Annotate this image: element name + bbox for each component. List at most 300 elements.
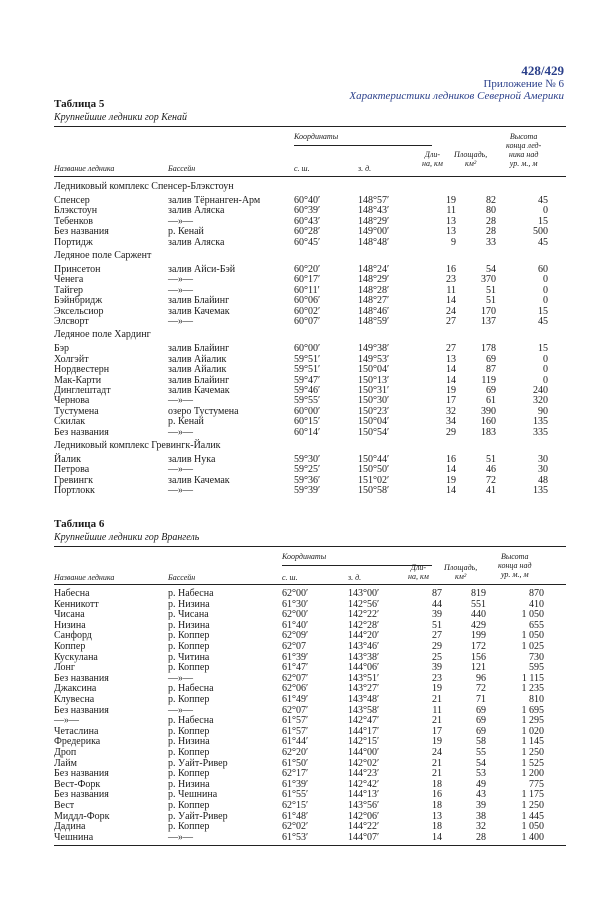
- page-number: 428/429: [521, 63, 564, 78]
- terminus-height: 1 235: [521, 683, 544, 695]
- length-km: 27: [432, 630, 442, 642]
- page-header: [349, 64, 564, 102]
- table-row: [54, 652, 566, 663]
- terminus-height: 30: [538, 454, 548, 465]
- latitude: 59°25′: [294, 464, 321, 476]
- longitude: 148°57′: [358, 195, 390, 206]
- terminus-height: 15: [538, 343, 548, 355]
- longitude: 148°27′: [358, 295, 390, 307]
- table-row: [54, 375, 566, 386]
- latitude: 59°39′: [294, 485, 321, 497]
- longitude: 148°46′: [358, 305, 390, 317]
- longitude: 150°50′: [358, 464, 390, 476]
- glacier-name: Без названия: [54, 789, 109, 801]
- area-km2: 121: [471, 662, 486, 674]
- terminus-height: 0: [543, 295, 548, 307]
- basin: р. Набесна: [168, 683, 214, 695]
- terminus-height: 1 050: [521, 609, 544, 621]
- length-km: 13: [446, 226, 456, 238]
- length-km: 24: [446, 305, 456, 317]
- basin: р. Коппер: [168, 725, 210, 737]
- terminus-height: 15: [538, 215, 548, 227]
- basin: —»—: [168, 284, 193, 296]
- basin: залив Блайинг: [168, 374, 230, 386]
- latitude: 60°20′: [294, 264, 321, 275]
- area-km2: 33: [486, 236, 496, 248]
- longitude: 142°22′: [348, 609, 380, 621]
- basin: р. Коппер: [168, 747, 210, 758]
- glacier-name: Лонг: [54, 662, 75, 674]
- terminus-height: 870: [529, 588, 544, 599]
- area-km2: 551: [471, 598, 486, 610]
- longitude: 150°04′: [358, 364, 390, 376]
- terminus-height: 1 295: [521, 715, 544, 727]
- longitude: 143°51′: [348, 672, 380, 684]
- latitude: 59°51′: [294, 353, 321, 365]
- area-km2: 199: [471, 630, 486, 642]
- table-row: [54, 683, 566, 694]
- latitude: 61°57′: [282, 715, 309, 727]
- basin: залив Айалик: [168, 353, 227, 365]
- basin: р. Коппер: [168, 821, 210, 833]
- area-km2: 51: [486, 454, 496, 465]
- area-km2: 28: [476, 831, 486, 843]
- length-km: 19: [432, 736, 442, 748]
- area-header-line: км²: [455, 572, 467, 581]
- glacier-name: Вест-Форк: [54, 778, 101, 790]
- longitude: 149°00′: [358, 226, 390, 238]
- glacier-name: Петрова: [54, 464, 90, 476]
- longitude: 150°58′: [358, 485, 390, 497]
- terminus-height: 48: [538, 474, 548, 486]
- table-row: [54, 789, 566, 800]
- terminus-height: 1 695: [521, 704, 544, 716]
- glacier-name: Чешнина: [54, 831, 94, 843]
- area-km2: 55: [476, 747, 486, 758]
- terminus-height: 45: [538, 236, 548, 248]
- terminus-height: 500: [533, 226, 548, 238]
- table-row: [54, 285, 566, 296]
- longitude: 144°07′: [348, 831, 380, 843]
- basin: залив Айси-Бэй: [168, 264, 236, 275]
- length-km: 44: [432, 598, 442, 610]
- area-km2: 54: [476, 757, 486, 769]
- table-row: [54, 195, 566, 206]
- area-km2: 429: [471, 619, 486, 631]
- glacier-name: Джаксина: [54, 683, 97, 695]
- basin: р. Коппер: [168, 641, 210, 652]
- length-km: 13: [446, 353, 456, 365]
- length-km: 19: [446, 385, 456, 396]
- length-km: 32: [446, 405, 456, 417]
- area-km2: 183: [481, 426, 496, 438]
- area-km2: 172: [471, 641, 486, 652]
- length-km: 14: [446, 464, 456, 476]
- latitude: 60°39′: [294, 205, 321, 217]
- latitude: 60°11′: [294, 284, 320, 296]
- basin: р. Чешнина: [168, 789, 218, 801]
- basin: р. Низина: [168, 736, 210, 748]
- basin: р. Читина: [168, 651, 210, 663]
- terminus-height: 335: [533, 426, 548, 438]
- table-row: [54, 237, 566, 248]
- longitude: 150°31′: [358, 385, 390, 396]
- length-km: 14: [446, 295, 456, 307]
- longitude: 144°17′: [348, 725, 380, 737]
- terminus-height: 240: [533, 385, 548, 396]
- length-km: 14: [432, 831, 442, 843]
- latitude: 62°17′: [282, 768, 309, 780]
- latitude: 59°46′: [294, 385, 321, 396]
- basin: залив Блайинг: [168, 295, 230, 307]
- area-km2: 170: [481, 305, 496, 317]
- longitude: 142°06′: [348, 810, 380, 822]
- glacier-name: Бэйнбридж: [54, 295, 103, 307]
- length-km: 39: [432, 609, 442, 621]
- terminus-height: 1 445: [521, 810, 544, 822]
- latitude: 62°15′: [282, 800, 309, 811]
- table-row: [54, 588, 566, 599]
- terminus-height: 135: [533, 416, 548, 428]
- basin: —»—: [168, 274, 193, 286]
- glacier-name: Четаслина: [54, 725, 99, 737]
- area-km2: 440: [471, 609, 486, 621]
- area-km2: 819: [471, 588, 486, 599]
- group-title: Ледниковый комплекс Спенсер-Блэкстоун: [54, 181, 234, 192]
- area-km2: 54: [486, 264, 496, 275]
- height-header-line: ника над: [508, 150, 539, 159]
- length-km: 18: [432, 821, 442, 833]
- area-km2: 82: [486, 195, 496, 206]
- table-row: [54, 736, 566, 747]
- longitude: 148°24′: [358, 264, 390, 275]
- basin: р. Коппер: [168, 630, 210, 642]
- length-km: 23: [446, 274, 456, 286]
- basin: р. Набесна: [168, 715, 214, 727]
- glacier-name: Кенникотт: [54, 598, 99, 610]
- latitude: 60°02′: [294, 305, 321, 317]
- length-km: 11: [446, 205, 456, 217]
- table-top-rule: [54, 546, 566, 547]
- length-km: 21: [432, 715, 442, 727]
- table-row: [54, 832, 566, 843]
- latitude: 61°39′: [282, 778, 309, 790]
- table-row: [54, 395, 566, 406]
- glacier-name: Без названия: [54, 226, 109, 238]
- latitude: 61°44′: [282, 736, 309, 748]
- terminus-height: 1 020: [521, 725, 544, 737]
- terminus-height: 1 025: [521, 641, 544, 652]
- latitude: 60°45′: [294, 236, 321, 248]
- basin: р. Низина: [168, 619, 210, 631]
- basin: —»—: [168, 704, 193, 716]
- glacier-name: Ченега: [54, 274, 84, 286]
- basin: р. Коппер: [168, 662, 210, 674]
- latitude: 61°57′: [282, 725, 309, 737]
- latitude: 62°06′: [282, 683, 309, 695]
- terminus-height: 45: [538, 195, 548, 206]
- longitude: 150°04′: [358, 416, 390, 428]
- latitude: 62°07: [282, 641, 306, 652]
- length-km: 27: [446, 316, 456, 327]
- basin: —»—: [168, 316, 193, 327]
- area-header-line: Площадь,: [454, 150, 488, 159]
- length-km: 13: [446, 215, 456, 227]
- table-row: [54, 800, 566, 811]
- table-subtitle: Крупнейшие ледники гор Врангель: [54, 532, 200, 543]
- area-header: [454, 150, 487, 168]
- table-row: [54, 475, 566, 486]
- table-row: [54, 662, 566, 673]
- table-row: [54, 385, 566, 396]
- longitude: 144°20′: [348, 630, 380, 642]
- glacier-name: Коппер: [54, 641, 86, 652]
- longitude: 148°28′: [358, 284, 390, 296]
- table-row: [54, 427, 566, 438]
- longitude: 149°53′: [358, 353, 390, 365]
- glacier-name: Тебенков: [54, 215, 93, 227]
- table-row: [54, 464, 566, 475]
- terminus-height: 45: [538, 316, 548, 327]
- longitude: 143°46′: [348, 641, 380, 652]
- longitude: 144°23′: [348, 768, 380, 780]
- terminus-height: 595: [529, 662, 544, 674]
- table-subtitle: Крупнейшие ледники гор Кенай: [54, 112, 188, 123]
- length-km: 9: [451, 236, 456, 248]
- terminus-height: 1 200: [521, 768, 544, 780]
- terminus-height: 135: [533, 485, 548, 497]
- height-header-line: конца лед-: [506, 141, 542, 150]
- glacier-name: Фредерика: [54, 736, 101, 748]
- length-header-line: на, км: [408, 572, 429, 581]
- terminus-height: 1 525: [521, 757, 544, 769]
- area-km2: 80: [486, 205, 496, 217]
- table-row: [54, 779, 566, 790]
- table-row: [54, 264, 566, 275]
- longitude: 148°59′: [358, 316, 390, 327]
- table-row: [54, 599, 566, 610]
- terminus-height: 775: [529, 778, 544, 790]
- latitude: 60°00′: [294, 343, 321, 355]
- longitude: 143°58′: [348, 704, 380, 716]
- area-km2: 69: [486, 353, 496, 365]
- glacier-name: Динглештадт: [54, 385, 111, 396]
- area-km2: 69: [476, 725, 486, 737]
- area-km2: 58: [476, 736, 486, 748]
- latitude: 62°02′: [282, 821, 309, 833]
- basin: озеро Тустумена: [168, 405, 239, 417]
- length-km: 27: [446, 343, 456, 355]
- area-km2: 72: [486, 474, 496, 486]
- longitude: 144°13′: [348, 789, 380, 801]
- basin: залив Аляска: [168, 236, 225, 248]
- area-km2: 156: [471, 651, 486, 663]
- length-km: 17: [432, 725, 442, 737]
- table-row: [54, 274, 566, 285]
- basin: р. Коппер: [168, 694, 210, 705]
- length-km: 14: [446, 485, 456, 497]
- table-5: [54, 98, 566, 518]
- length-km: 11: [432, 704, 442, 716]
- glacier-name: Скилак: [54, 416, 86, 428]
- height-header-line: Высота: [501, 552, 529, 561]
- table-row: [54, 295, 566, 306]
- latitude: 60°00′: [294, 405, 321, 417]
- terminus-height: 1 250: [521, 800, 544, 811]
- area-km2: 61: [486, 395, 496, 407]
- basin: р. Уайт-Ривер: [168, 757, 228, 769]
- area-km2: 41: [486, 485, 496, 497]
- longitude: 142°47′: [348, 715, 380, 727]
- area-km2: 51: [486, 295, 496, 307]
- length-km: 14: [446, 364, 456, 376]
- table-bottom-rule: [54, 845, 566, 846]
- latitude: 61°40′: [282, 619, 309, 631]
- length-km: 14: [446, 374, 456, 386]
- length-km: 51: [432, 619, 442, 631]
- lat-header: с. ш.: [282, 573, 298, 582]
- basin: залив Тёрнанген-Арм: [168, 195, 261, 206]
- length-km: 19: [446, 474, 456, 486]
- glacier-name: Портлокк: [54, 485, 95, 497]
- glacier-name: Тустумена: [54, 405, 99, 417]
- glacier-name: Без названия: [54, 672, 109, 684]
- basin: р. Уайт-Ривер: [168, 810, 228, 822]
- glacier-name: Тайгер: [54, 284, 84, 296]
- latitude: 59°36′: [294, 474, 321, 486]
- glacier-name: Без названия: [54, 768, 109, 780]
- length-km: 25: [432, 651, 442, 663]
- length-km: 18: [432, 800, 442, 811]
- area-km2: 96: [476, 672, 486, 684]
- lat-header: с. ш.: [294, 164, 310, 173]
- glacier-name: Без названия: [54, 426, 109, 438]
- latitude: 61°47′: [282, 662, 309, 674]
- latitude: 59°51′: [294, 364, 321, 376]
- basin: р. Коппер: [168, 800, 210, 811]
- latitude: 61°53′: [282, 831, 309, 843]
- table-row: [54, 726, 566, 737]
- terminus-height: 60: [538, 264, 548, 275]
- glacier-name: Лайм: [54, 757, 77, 769]
- area-km2: 28: [486, 226, 496, 238]
- latitude: 60°06′: [294, 295, 321, 307]
- basin: —»—: [168, 395, 193, 407]
- basin: —»—: [168, 485, 193, 497]
- glacier-name: Санфорд: [54, 630, 92, 642]
- table-row: [54, 343, 566, 354]
- table-label: Таблица 6: [54, 518, 105, 530]
- lon-header: з. д.: [358, 164, 372, 173]
- basin: р. Коппер: [168, 768, 210, 780]
- glacier-name: Портидж: [54, 236, 93, 248]
- height-header-line: ур. м., м: [500, 570, 529, 579]
- table-row: [54, 416, 566, 427]
- longitude: 143°48′: [348, 694, 380, 705]
- terminus-height: 1 250: [521, 747, 544, 758]
- height-header-line: ур. м., м: [509, 159, 538, 168]
- terminus-height: 1 050: [521, 630, 544, 642]
- area-km2: 43: [476, 789, 486, 801]
- area-km2: 370: [481, 274, 496, 286]
- longitude: 150°54′: [358, 426, 390, 438]
- coords-header: Координаты: [294, 132, 339, 141]
- terminus-height: 90: [538, 405, 548, 417]
- latitude: 60°07′: [294, 316, 321, 327]
- table-row: [54, 406, 566, 417]
- glacier-name: Гревингк: [54, 474, 93, 486]
- length-km: 19: [432, 683, 442, 695]
- lon-header: з. д.: [348, 573, 362, 582]
- glacier-name: Клувесна: [54, 694, 95, 705]
- area-km2: 38: [476, 810, 486, 822]
- latitude: 62°07′: [282, 704, 309, 716]
- table-row: [54, 216, 566, 227]
- basin: залив Блайинг: [168, 343, 230, 355]
- longitude: 150°13′: [358, 374, 390, 386]
- group-title: Ледяное поле Хардинг: [54, 329, 151, 341]
- longitude: 148°29′: [358, 215, 390, 227]
- basin: залив Аляска: [168, 205, 225, 217]
- longitude: 148°29′: [358, 274, 390, 286]
- glacier-name: Элсворт: [54, 316, 89, 327]
- area-km2: 46: [486, 464, 496, 476]
- basin: залив Нука: [168, 454, 216, 465]
- longitude: 143°56′: [348, 800, 380, 811]
- basin: р. Низина: [168, 598, 210, 610]
- basin: р. Кенай: [168, 226, 204, 238]
- length-km: 29: [432, 641, 442, 652]
- table-row: [54, 630, 566, 641]
- table-row: [54, 354, 566, 365]
- length-header-line: Дли-: [424, 150, 441, 159]
- table-row: [54, 673, 566, 684]
- terminus-height: 655: [529, 619, 544, 631]
- longitude: 142°02′: [348, 757, 380, 769]
- basin: —»—: [168, 831, 193, 843]
- table-row: [54, 758, 566, 769]
- table-row: [54, 715, 566, 726]
- table-row: [54, 811, 566, 822]
- terminus-height: 0: [543, 274, 548, 286]
- area-km2: 72: [476, 683, 486, 695]
- header-bottom-rule: [54, 176, 566, 177]
- table-row: [54, 609, 566, 620]
- glacier-name: Дроп: [54, 747, 77, 758]
- terminus-height: 1 400: [521, 831, 544, 843]
- longitude: 142°42′: [348, 778, 380, 790]
- area-km2: 53: [476, 768, 486, 780]
- glacier-name: —»—: [54, 715, 79, 727]
- area-km2: 51: [486, 284, 496, 296]
- glacier-name: Мак-Карти: [54, 374, 102, 386]
- latitude: 62°00′: [282, 588, 309, 599]
- table-row: [54, 747, 566, 758]
- glacier-name: Нордвестерн: [54, 364, 110, 376]
- terminus-height: 730: [529, 651, 544, 663]
- area-km2: 137: [481, 316, 496, 327]
- terminus-height: 0: [543, 353, 548, 365]
- basin: залив Качемак: [168, 305, 230, 317]
- group-title: Ледниковый комплекс Гревингк-Йалик: [54, 440, 221, 451]
- glacier-name: Без названия: [54, 704, 109, 716]
- area-km2: 87: [486, 364, 496, 376]
- table-row: [54, 454, 566, 465]
- terminus-height: 0: [543, 284, 548, 296]
- area-header-line: Площадь,: [444, 563, 478, 572]
- longitude: 151°02′: [358, 474, 390, 486]
- longitude: 142°56′: [348, 598, 380, 610]
